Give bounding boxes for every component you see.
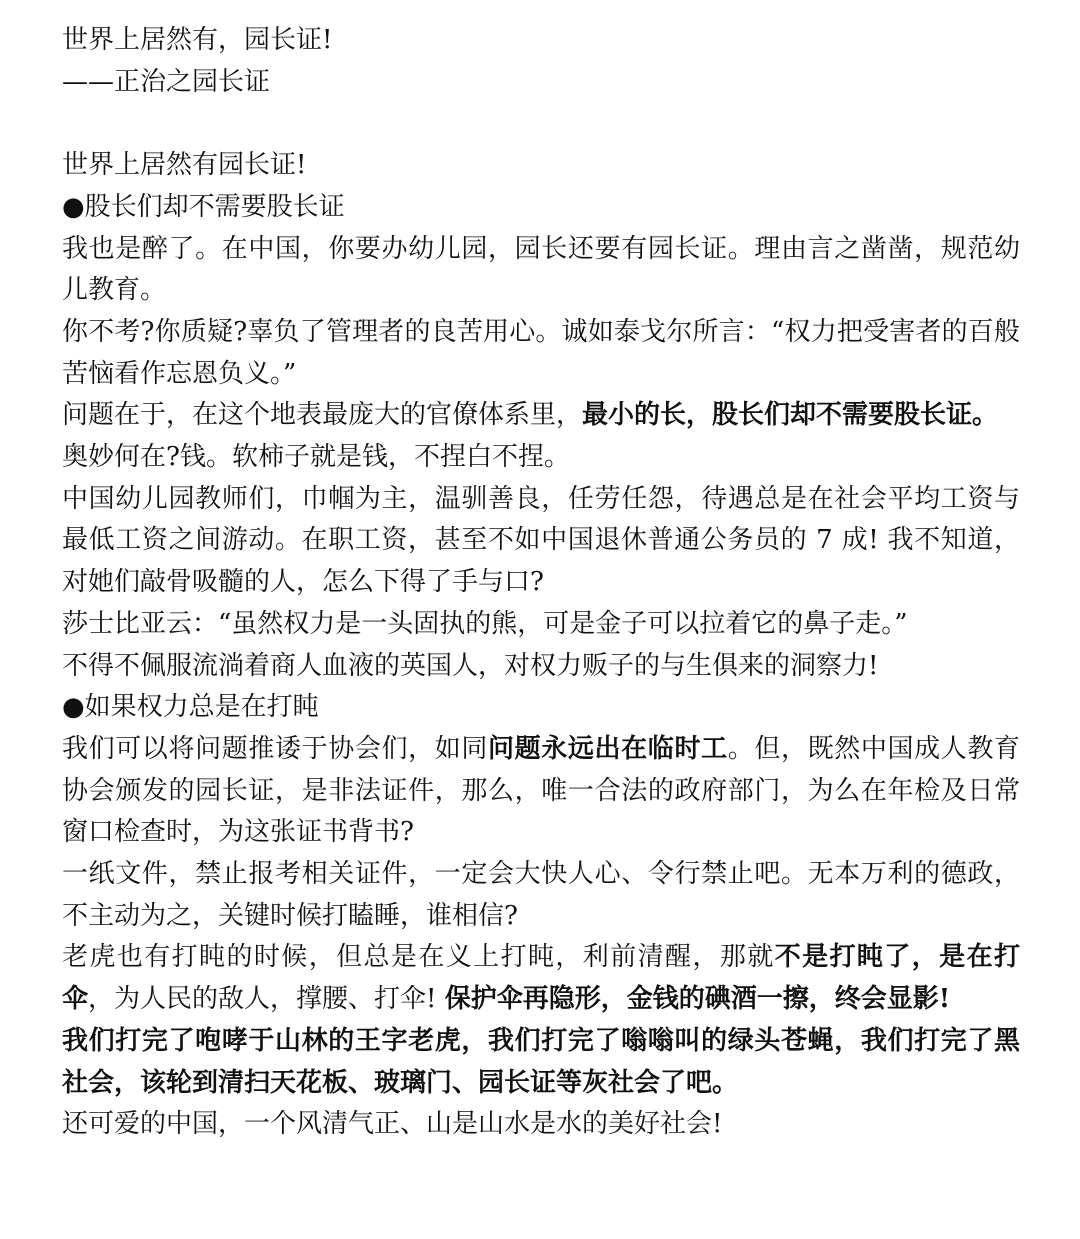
paragraph: 还可爱的中国，一个风清气正、山是山水是水的美好社会! [62,1109,723,1140]
bold-text: 。 [972,400,999,431]
section-heading-2: ●如果权力总是在打盹 [62,692,319,723]
intro-line: 世界上居然有园长证! [62,150,307,181]
paragraph: 你不考?你质疑?辜负了管理者的良苦用心。诚如泰戈尔所言：“权力把受害者的百般苦恼看作忘恩负义。” [62,316,1020,389]
paragraph [62,937,1020,1020]
article-title: 世界上居然有，园长证! [62,25,333,55]
text-span: 问题在于，在这个地表最庞大的官僚体系里， [62,400,583,431]
bold-text: 不是打盹了，是在打伞 [62,942,1020,1015]
bold-text: 我们打完了咆哮于山林的王字老虎，我们打完了嗡嗡叫的绿头苍蝇，我们打完了黑社会，该轮到清扫天花板、玻璃门、园长证等灰社会了吧。 [62,1025,1020,1098]
bold-text: 问题永远出在临时工 [488,733,728,764]
paragraph [62,1021,1020,1104]
paragraph [62,729,1020,854]
paragraph: 不得不佩服流淌着商人血液的英国人，对权力贩子的与生俱来的洞察力! [62,650,879,681]
text-span: ，为人民的敌人，撑腰、打伞! [88,984,445,1015]
text-span: 我们可以将问题推诿于协会们，如同 [62,733,489,764]
section-heading-1: ●股长们却不需要股长证 [62,191,345,222]
blank-line [62,103,1020,145]
article-byline: ——正治之园长证 [62,66,271,97]
paragraph: 莎士比亚云：“虽然权力是一头固执的熊，可是金子可以拉着它的鼻子走。” [62,608,908,639]
bold-text: 最小的长，股长们却不需要股长证 [582,400,973,431]
paragraph: 我也是醉了。在中国，你要办幼儿园，园长还要有园长证。理由言之凿凿，规范幼儿教育。 [62,233,1020,306]
paragraph: 一纸文件，禁止报考相关证件，一定会大快人心、令行禁止吧。无本万利的德政，不主动为之，关键时候打瞌睡，谁相信? [62,859,1020,931]
bold-text: 保护伞再隐形，金钱的碘酒一擦，终会显影! [444,984,951,1015]
text-span: 。但，既然中国成人教育协会颁发的园长证，是非法证件，那么，唯一合法的政府部门，为么在年检及日常窗口检查时，为这张证书背书? [62,733,1020,848]
text-span: 老虎也有打盹的时候，但总是在义上打盹，利前清醒，那就 [62,942,775,973]
paragraph: 中国幼儿园教师们，巾帼为主，温驯善良，任劳任怨，待遇总是在社会平均工资与最低工资之间游动。在职工资，甚至不如中国退休普通公务员的 7 成! 我不知道，对她们敲骨吸髓的人，怎么下得了手与口? [62,483,1020,598]
paragraph [62,395,1020,437]
paragraph: 奥妙何在?钱。软柿子就是钱，不捏白不捏。 [62,442,570,473]
